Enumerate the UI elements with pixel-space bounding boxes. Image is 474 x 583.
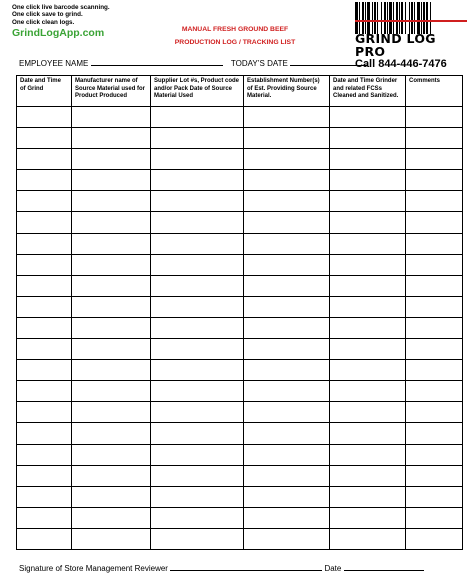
table-cell[interactable] [406, 296, 463, 317]
table-cell[interactable] [406, 486, 463, 507]
col-header-comments: Comments [406, 76, 463, 107]
table-cell[interactable] [406, 149, 463, 170]
table-cell[interactable] [330, 465, 406, 486]
col-header-date-time: Date and Time of Grind [17, 76, 72, 107]
table-row [17, 444, 463, 465]
table-cell[interactable] [151, 528, 244, 549]
table-cell[interactable] [17, 381, 72, 402]
table-row [17, 486, 463, 507]
table-cell[interactable] [406, 507, 463, 528]
table-cell[interactable] [151, 149, 244, 170]
table-cell[interactable] [72, 233, 151, 254]
table-cell[interactable] [72, 191, 151, 212]
review-date-label: Date [324, 564, 342, 573]
table-cell[interactable] [244, 233, 330, 254]
table-header-row [17, 76, 463, 107]
table-cell[interactable] [330, 296, 406, 317]
table-row [17, 107, 463, 128]
table-row [17, 128, 463, 149]
table-cell[interactable] [406, 339, 463, 360]
table-cell[interactable] [406, 170, 463, 191]
table-cell[interactable] [17, 128, 72, 149]
table-cell[interactable] [330, 507, 406, 528]
logo-name: GRIND LOG PRO [355, 31, 436, 59]
table-cell[interactable] [72, 528, 151, 549]
table-row [17, 465, 463, 486]
table-cell[interactable] [244, 128, 330, 149]
table-cell[interactable] [17, 317, 72, 338]
table-cell[interactable] [330, 339, 406, 360]
table-cell[interactable] [72, 275, 151, 296]
promo-line: One click save to grind. [12, 11, 83, 19]
signature-row [19, 562, 424, 573]
table-cell[interactable] [244, 191, 330, 212]
table-cell[interactable] [330, 275, 406, 296]
table-cell[interactable] [244, 339, 330, 360]
table-cell[interactable] [17, 107, 72, 128]
table-cell[interactable] [151, 486, 244, 507]
table-cell[interactable] [406, 444, 463, 465]
scan-line [355, 20, 467, 22]
table-cell[interactable] [72, 128, 151, 149]
table-cell[interactable] [151, 444, 244, 465]
table-cell[interactable] [17, 233, 72, 254]
table-cell[interactable] [17, 423, 72, 444]
table-cell[interactable] [244, 254, 330, 275]
col-header-establishment: Establishment Number(s) of Est. Providing Source Material. [244, 76, 330, 107]
table-cell[interactable] [72, 486, 151, 507]
review-date-field[interactable] [344, 562, 424, 571]
table-row [17, 360, 463, 381]
table-row [17, 339, 463, 360]
table-cell[interactable] [17, 507, 72, 528]
table-cell[interactable] [244, 317, 330, 338]
table-cell[interactable] [406, 402, 463, 423]
promo-line: One click clean logs. [12, 18, 75, 26]
table-row [17, 381, 463, 402]
table-cell[interactable] [72, 339, 151, 360]
table-cell[interactable] [17, 465, 72, 486]
table-cell[interactable] [151, 402, 244, 423]
table-cell[interactable] [244, 107, 330, 128]
table-cell[interactable] [72, 507, 151, 528]
table-cell[interactable] [330, 191, 406, 212]
todays-date-label: TODAY’S DATE [230, 59, 288, 68]
table-cell[interactable] [17, 149, 72, 170]
table-cell[interactable] [151, 423, 244, 444]
table-cell[interactable] [330, 233, 406, 254]
table-cell[interactable] [330, 107, 406, 128]
table-cell[interactable] [330, 381, 406, 402]
table-cell[interactable] [72, 212, 151, 233]
col-header-cleaned: Date and Time Grinder and related FCSs Cleaned and Sanitized. [330, 76, 406, 107]
table-cell[interactable] [330, 170, 406, 191]
table-cell[interactable] [17, 402, 72, 423]
table-cell[interactable] [72, 423, 151, 444]
table-cell[interactable] [151, 191, 244, 212]
employee-name-field[interactable] [91, 57, 223, 66]
table-cell[interactable] [330, 254, 406, 275]
table-cell[interactable] [406, 317, 463, 338]
table-cell[interactable] [244, 465, 330, 486]
table-cell[interactable] [406, 107, 463, 128]
website-link[interactable]: GrindLogApp.com [12, 27, 105, 40]
table-row [17, 423, 463, 444]
table-cell[interactable] [17, 275, 72, 296]
table-cell[interactable] [72, 402, 151, 423]
table-cell[interactable] [17, 170, 72, 191]
table-cell[interactable] [406, 191, 463, 212]
table-cell[interactable] [151, 296, 244, 317]
table-row [17, 233, 463, 254]
table-row [17, 212, 463, 233]
table-cell[interactable] [72, 170, 151, 191]
table-cell[interactable] [17, 444, 72, 465]
table-cell[interactable] [330, 402, 406, 423]
table-row [17, 191, 463, 212]
table-cell[interactable] [151, 128, 244, 149]
table-cell[interactable] [151, 212, 244, 233]
table-cell[interactable] [151, 339, 244, 360]
table-cell[interactable] [244, 275, 330, 296]
table-cell[interactable] [72, 360, 151, 381]
promo-line: One click live barcode scanning. [12, 4, 110, 11]
col-header-manufacturer: Manufacturer name of Source Material used for Product Produced [72, 76, 151, 107]
table-cell[interactable] [17, 486, 72, 507]
table-row [17, 317, 463, 338]
table-cell[interactable] [244, 170, 330, 191]
employee-name-label: EMPLOYEE NAME [19, 59, 89, 68]
table-row [17, 149, 463, 170]
table-cell[interactable] [330, 528, 406, 549]
table-cell[interactable] [330, 149, 406, 170]
table-cell[interactable] [151, 465, 244, 486]
table-cell[interactable] [330, 128, 406, 149]
table-cell[interactable] [72, 317, 151, 338]
table-cell[interactable] [72, 296, 151, 317]
table-cell[interactable] [406, 233, 463, 254]
table-cell[interactable] [151, 233, 244, 254]
table-cell[interactable] [17, 212, 72, 233]
table-cell[interactable] [17, 339, 72, 360]
table-cell[interactable] [244, 149, 330, 170]
production-log-table [16, 75, 463, 550]
table-cell[interactable] [72, 107, 151, 128]
table-row [17, 275, 463, 296]
table-cell[interactable] [244, 296, 330, 317]
table-cell[interactable] [72, 381, 151, 402]
col-header-supplier-lot: Supplier Lot #s, Product code and/or Pack Date of Source Material Used [151, 76, 244, 107]
table-cell[interactable] [244, 360, 330, 381]
table-cell[interactable] [72, 444, 151, 465]
employee-date-row [19, 57, 368, 68]
table-cell[interactable] [151, 360, 244, 381]
table-row [17, 296, 463, 317]
table-cell[interactable] [406, 360, 463, 381]
table-cell[interactable] [406, 128, 463, 149]
table-cell[interactable] [244, 486, 330, 507]
form-title-line2: PRODUCTION LOG / TRACKING LIST [174, 39, 296, 46]
table-cell[interactable] [151, 381, 244, 402]
table-cell[interactable] [406, 381, 463, 402]
table-cell[interactable] [244, 212, 330, 233]
table-row [17, 528, 463, 549]
table-cell[interactable] [406, 528, 463, 549]
signature-field[interactable] [170, 562, 322, 571]
table-row [17, 170, 463, 191]
table-cell[interactable] [406, 465, 463, 486]
form-title-line1: MANUAL FRESH GROUND BEEF [181, 26, 289, 33]
table-cell[interactable] [17, 296, 72, 317]
table-cell[interactable] [330, 360, 406, 381]
todays-date-field[interactable] [290, 57, 368, 66]
table-cell[interactable] [151, 107, 244, 128]
table-cell[interactable] [17, 528, 72, 549]
table-cell[interactable] [244, 444, 330, 465]
table-cell[interactable] [244, 423, 330, 444]
table-cell[interactable] [244, 402, 330, 423]
table-cell[interactable] [330, 212, 406, 233]
grind-log-pro-logo [355, 2, 467, 70]
table-cell[interactable] [151, 170, 244, 191]
table-cell[interactable] [406, 423, 463, 444]
table-cell[interactable] [151, 507, 244, 528]
table-cell[interactable] [72, 254, 151, 275]
logo-phone: Call 844-446-7476 [355, 58, 447, 70]
table-cell[interactable] [17, 254, 72, 275]
table-cell[interactable] [406, 275, 463, 296]
table-cell[interactable] [151, 317, 244, 338]
table-cell[interactable] [151, 254, 244, 275]
table-row [17, 254, 463, 275]
table-cell[interactable] [72, 465, 151, 486]
table-cell[interactable] [244, 507, 330, 528]
table-cell[interactable] [330, 444, 406, 465]
barcode-icon [355, 2, 467, 34]
table-cell[interactable] [151, 275, 244, 296]
table-cell[interactable] [244, 528, 330, 549]
table-cell[interactable] [330, 486, 406, 507]
table-cell[interactable] [406, 254, 463, 275]
promo-text [12, 4, 110, 39]
signature-label: Signature of Store Management Reviewer [19, 564, 168, 573]
table-row [17, 507, 463, 528]
table-cell[interactable] [17, 360, 72, 381]
table-cell[interactable] [72, 149, 151, 170]
table-cell[interactable] [244, 381, 330, 402]
table-cell[interactable] [330, 423, 406, 444]
table-cell[interactable] [330, 317, 406, 338]
table-row [17, 402, 463, 423]
table-cell[interactable] [17, 191, 72, 212]
table-cell[interactable] [406, 212, 463, 233]
